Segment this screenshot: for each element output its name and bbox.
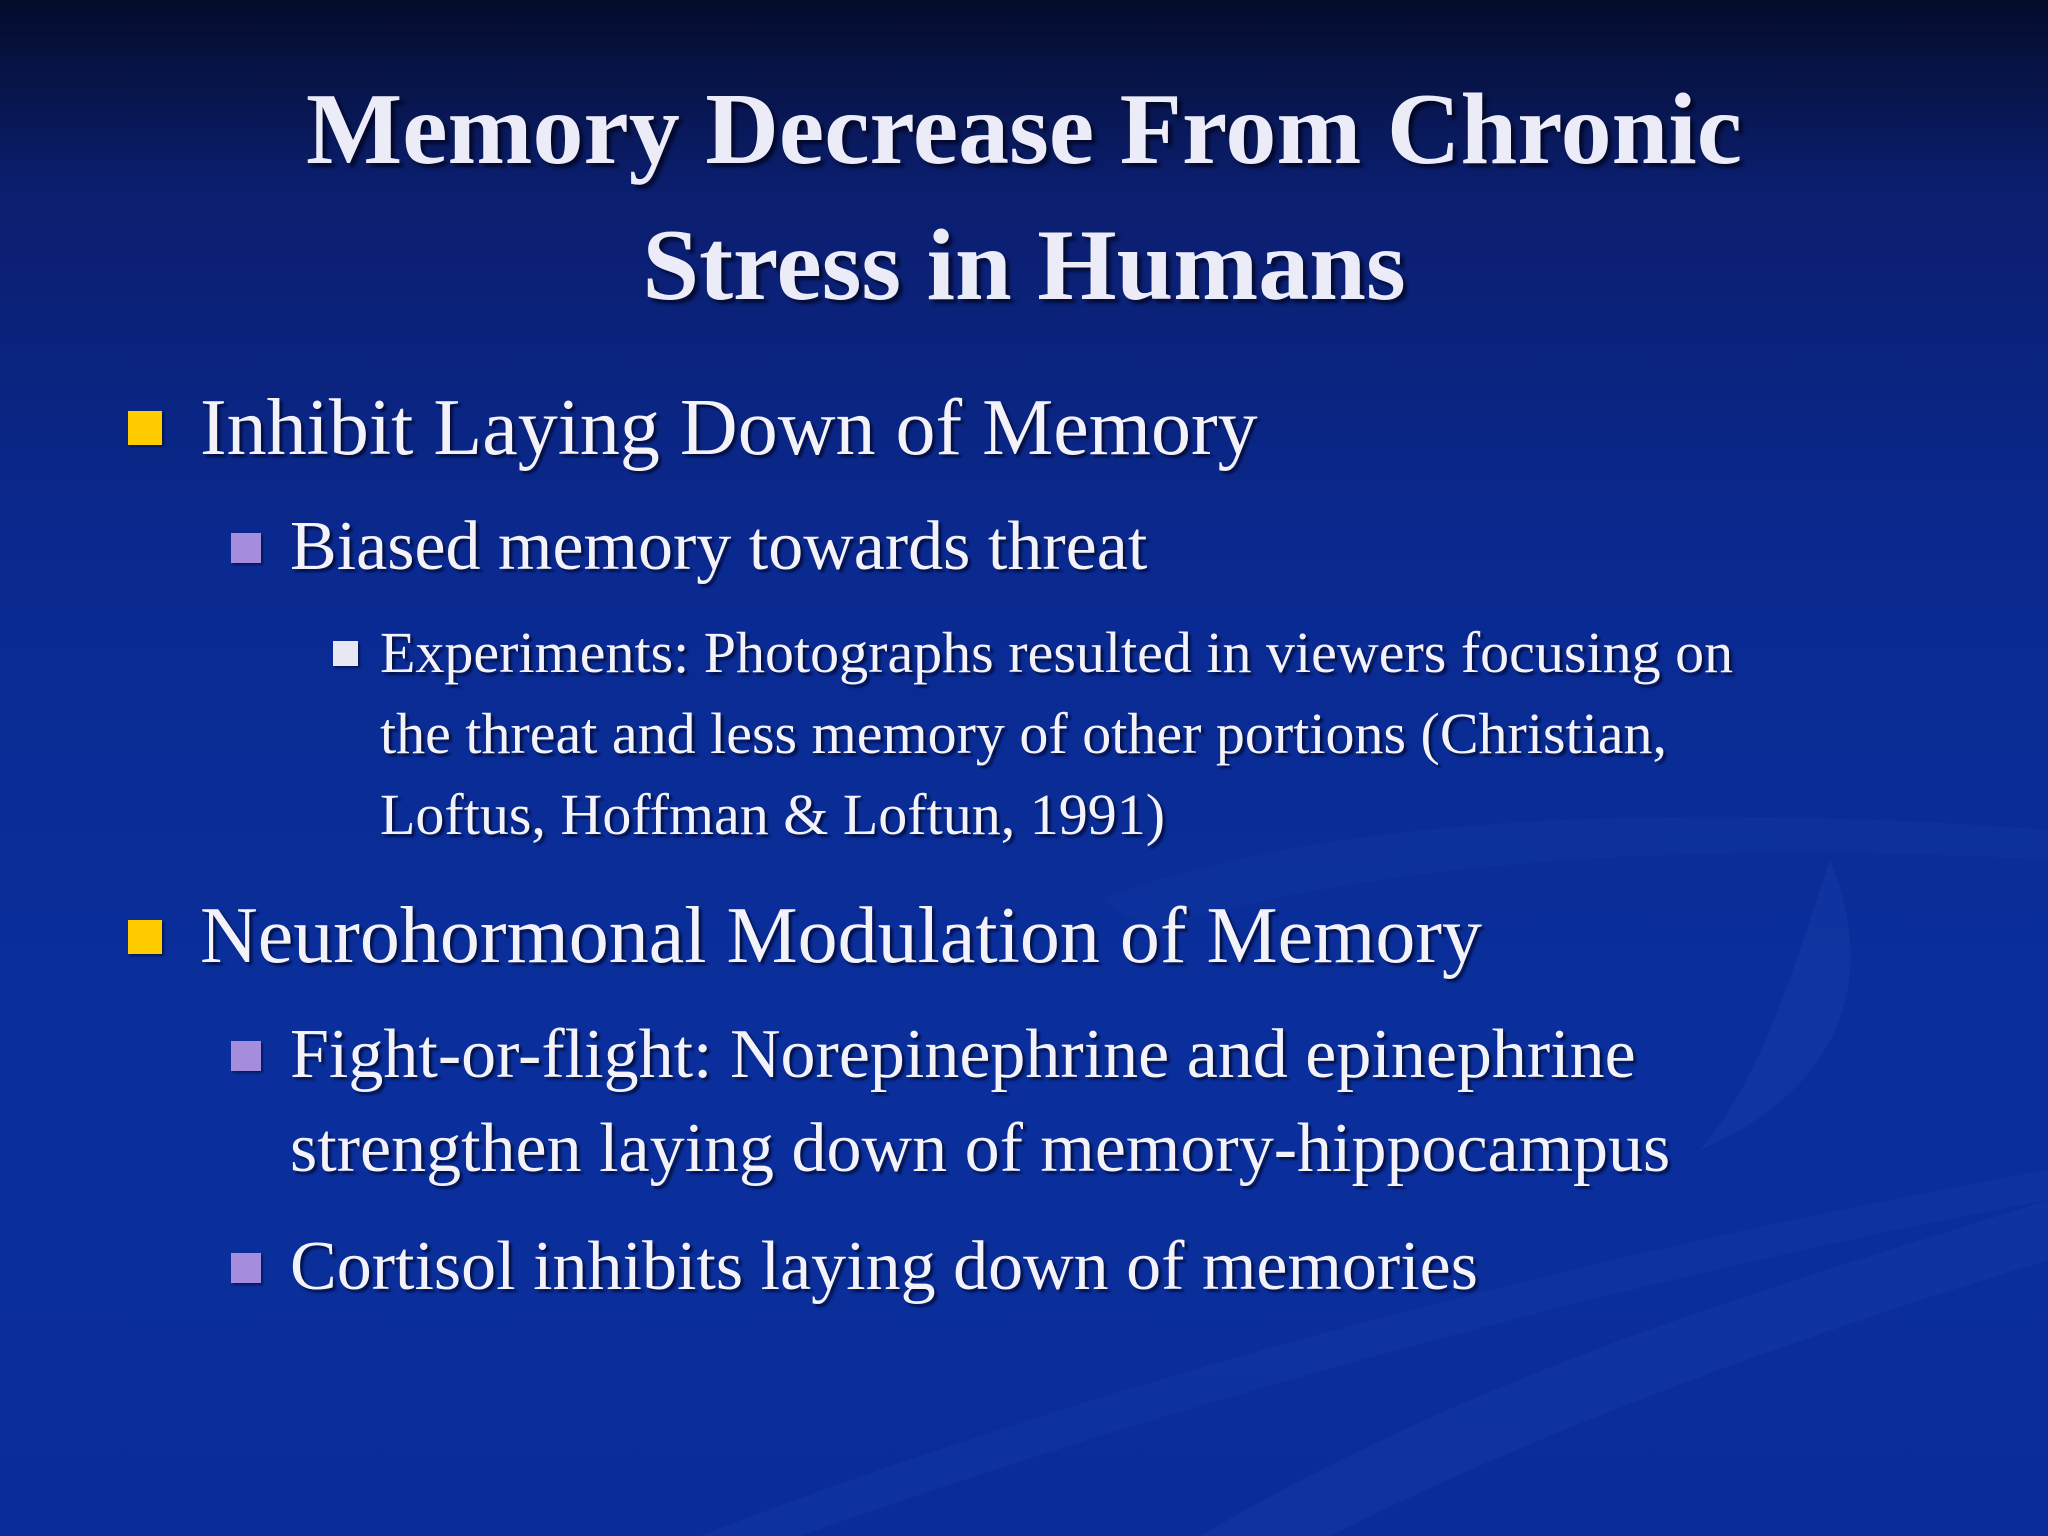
title-line: Stress in Humans <box>642 209 1406 322</box>
slide-title <box>0 62 2048 334</box>
bullet-biased-memory: Biased memory towards threat <box>290 508 1148 585</box>
level1-bullet-icon <box>128 411 162 445</box>
bullet-cortisol: Cortisol inhibits laying down of memories <box>290 1228 1478 1305</box>
bullet-line: Experiments: Photographs resulted in viewers focusing on <box>380 620 1734 685</box>
level2-bullet-icon <box>231 1253 261 1283</box>
level3-bullet-icon <box>333 641 358 666</box>
bullet-neurohormonal-modulation: Neurohormonal Modulation of Memory <box>200 892 1482 980</box>
bullet-line: Loftus, Hoffman & Loftun, 1991) <box>380 782 1166 847</box>
bullet-inhibit-laying-down: Inhibit Laying Down of Memory <box>200 384 1258 472</box>
title-line: Memory Decrease From Chronic <box>305 73 1743 186</box>
bullet-experiments <box>380 612 1733 855</box>
bullet-line: the threat and less memory of other portions (Christian, <box>380 701 1667 766</box>
level2-bullet-icon <box>231 1041 261 1071</box>
level2-bullet-icon <box>231 533 261 563</box>
level1-bullet-icon <box>128 920 162 954</box>
bullet-fight-or-flight <box>290 1008 1670 1196</box>
bullet-line: strengthen laying down of memory-hippocampus <box>290 1110 1671 1187</box>
bullet-line: Fight-or-flight: Norepinephrine and epinephrine <box>290 1016 1636 1093</box>
